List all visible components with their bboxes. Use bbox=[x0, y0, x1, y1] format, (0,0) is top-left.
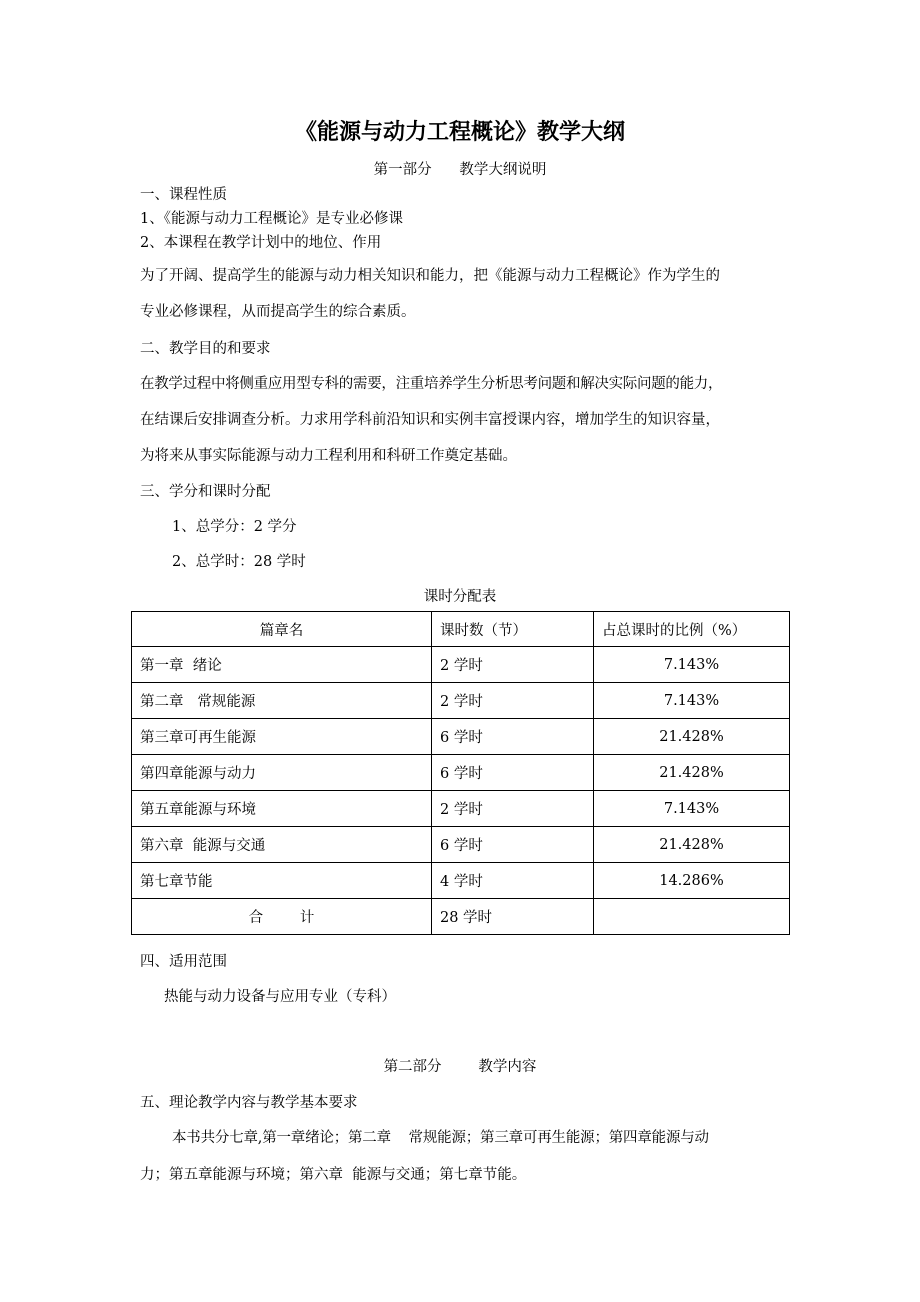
table-row bbox=[132, 719, 790, 755]
table-row bbox=[132, 791, 790, 827]
section3-heading: 三、学分和课时分配 bbox=[140, 484, 271, 500]
row-hours: 6 学时 bbox=[432, 719, 594, 755]
table-row bbox=[132, 683, 790, 719]
part1-heading: 第一部分 教学大纲说明 bbox=[373, 162, 547, 178]
table-row bbox=[132, 647, 790, 683]
row-ratio: 21.428% bbox=[594, 719, 790, 755]
section1-paragraph-line2: 专业必修课程，从而提高学生的综合素质。 bbox=[140, 304, 416, 320]
section1-item2: 2、本课程在教学计划中的地位、作用 bbox=[140, 235, 382, 251]
total-label: 合 计 bbox=[132, 899, 432, 935]
section2-line1: 在教学过程中将侧重应用型专科的需要，注重培养学生分析思考问题和解决实际问题的能力， bbox=[140, 376, 723, 392]
row-ratio: 21.428% bbox=[594, 827, 790, 863]
header-chapter: 篇章名 bbox=[132, 612, 432, 647]
section4-heading: 四、适用范围 bbox=[140, 954, 227, 970]
total-credits: 1、总学分：2 学分 bbox=[172, 519, 297, 535]
section2-line2: 在结课后安排调查分析。力求用学科前沿知识和实例丰富授课内容，增加学生的知识容量， bbox=[140, 412, 720, 428]
row-hours: 6 学时 bbox=[432, 827, 594, 863]
row-chapter: 第一章 绪论 bbox=[132, 647, 432, 683]
hours-allocation-table bbox=[131, 611, 790, 935]
table-header-row bbox=[132, 612, 790, 647]
section1-paragraph-line1: 为了开阔、提高学生的能源与动力相关知识和能力，把《能源与动力工程概论》作为学生的 bbox=[140, 268, 720, 284]
row-hours: 4 学时 bbox=[432, 863, 594, 899]
row-hours: 2 学时 bbox=[432, 791, 594, 827]
row-chapter: 第五章能源与环境 bbox=[132, 791, 432, 827]
row-hours: 2 学时 bbox=[432, 647, 594, 683]
row-chapter: 第六章 能源与交通 bbox=[132, 827, 432, 863]
section1-item1: 1、《能源与动力工程概论》是专业必修课 bbox=[140, 211, 403, 227]
total-hours-value: 28 学时 bbox=[432, 899, 594, 935]
table-total-row bbox=[132, 899, 790, 935]
total-ratio bbox=[594, 899, 790, 935]
section1-heading: 一、课程性质 bbox=[140, 187, 227, 203]
section2-heading: 二、教学目的和要求 bbox=[140, 341, 271, 357]
section5-heading: 五、理论教学内容与教学基本要求 bbox=[140, 1095, 358, 1111]
section2-line3: 为将来从事实际能源与动力工程利用和科研工作奠定基础。 bbox=[140, 448, 517, 464]
part2-heading: 第二部分 教学内容 bbox=[383, 1059, 537, 1075]
row-hours: 2 学时 bbox=[432, 683, 594, 719]
row-chapter: 第二章 常规能源 bbox=[132, 683, 432, 719]
row-chapter: 第三章可再生能源 bbox=[132, 719, 432, 755]
header-hours: 课时数（节） bbox=[432, 612, 594, 647]
header-ratio: 占总课时的比例（%） bbox=[594, 612, 790, 647]
row-ratio: 7.143% bbox=[594, 647, 790, 683]
section4-content: 热能与动力设备与应用专业（专科） bbox=[164, 989, 396, 1005]
row-ratio: 14.286% bbox=[594, 863, 790, 899]
table-caption: 课时分配表 bbox=[423, 589, 497, 605]
section5-line2: 力；第五章能源与环境；第六章 能源与交通；第七章节能。 bbox=[140, 1167, 527, 1183]
document-title: 《能源与动力工程概论》教学大纲 bbox=[294, 120, 625, 145]
row-ratio: 21.428% bbox=[594, 755, 790, 791]
table-row bbox=[132, 755, 790, 791]
table-row bbox=[132, 827, 790, 863]
row-hours: 6 学时 bbox=[432, 755, 594, 791]
section5-line1: 本书共分七章,第一章绪论；第二章 常规能源；第三章可再生能源；第四章能源与动 bbox=[172, 1130, 709, 1146]
row-chapter: 第四章能源与动力 bbox=[132, 755, 432, 791]
total-hours: 2、总学时：28 学时 bbox=[172, 554, 306, 570]
table-row bbox=[132, 863, 790, 899]
row-ratio: 7.143% bbox=[594, 683, 790, 719]
row-chapter: 第七章节能 bbox=[132, 863, 432, 899]
row-ratio: 7.143% bbox=[594, 791, 790, 827]
